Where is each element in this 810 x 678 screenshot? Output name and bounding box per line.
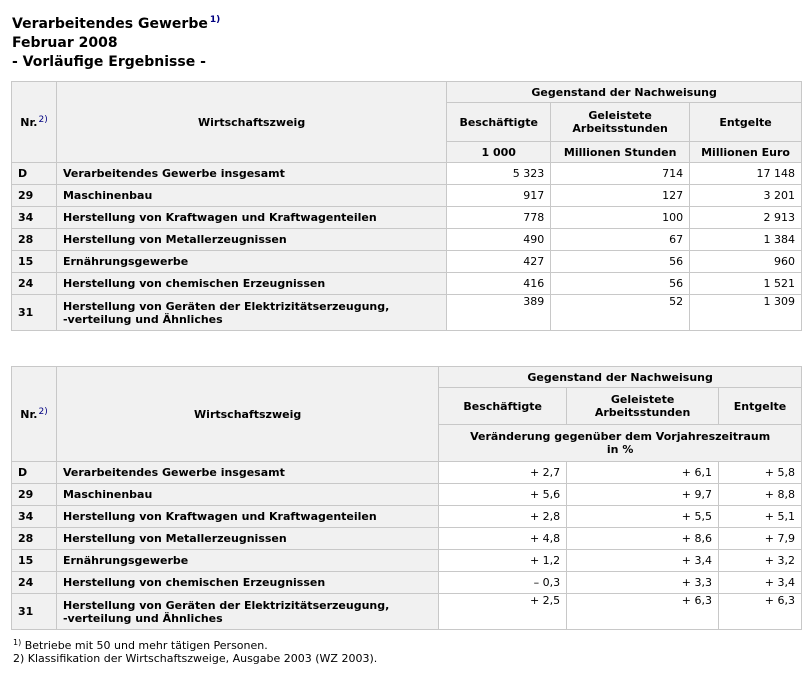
absolute-values-table — [11, 81, 802, 331]
title-footnote-ref: 1) — [209, 15, 221, 25]
page-title — [12, 11, 220, 72]
row-hours: + 8,6 — [567, 528, 719, 550]
title-line3: - Vorläufige Ergebnisse - — [12, 54, 206, 70]
change-rates-table — [11, 366, 802, 630]
row-hours: 127 — [551, 185, 690, 207]
row-branch: Herstellung von Kraftwagen und Kraftwagenteilen — [56, 506, 438, 528]
row-hours: 67 — [551, 229, 690, 251]
table-row — [12, 550, 802, 572]
header-nr: Nr.$^{2)}$ — [12, 367, 57, 462]
table-row — [12, 462, 802, 484]
header-pay: Entgelte — [719, 388, 802, 425]
table-row — [12, 251, 802, 273]
title-line1: Verarbeitendes Gewerbe — [12, 16, 208, 32]
row-pay: + 3,4 — [719, 572, 802, 594]
row-employees: 490 — [447, 229, 551, 251]
row-employees: + 5,6 — [439, 484, 567, 506]
row-hours: 56 — [551, 251, 690, 273]
table-row — [12, 295, 802, 331]
row-branch: Herstellung von Metallerzeugnissen — [56, 229, 446, 251]
row-nr: 31 — [12, 594, 57, 630]
header-pay: Entgelte — [690, 103, 802, 142]
row-nr: 24 — [12, 273, 57, 295]
row-branch: Maschinenbau — [56, 185, 446, 207]
row-nr: D — [12, 462, 57, 484]
row-branch: Herstellung von Geräten der Elektrizitätserzeugung, -verteilung und Ähnliches — [56, 594, 438, 630]
row-employees: 427 — [447, 251, 551, 273]
header-branch: Wirtschaftszweig — [56, 82, 446, 163]
row-employees: 5 323 — [447, 163, 551, 185]
header-nr: Nr.$^{2)}$ — [12, 82, 57, 163]
header-hours: Geleistete Arbeitsstunden — [567, 388, 719, 425]
row-nr: 29 — [12, 185, 57, 207]
row-pay: + 7,9 — [719, 528, 802, 550]
row-employees: + 2,7 — [439, 462, 567, 484]
row-pay: + 6,3 — [719, 594, 802, 630]
header-employees: Beschäftigte — [439, 388, 567, 425]
unit-hours: Millionen Stunden — [551, 142, 690, 163]
row-employees: + 2,8 — [439, 506, 567, 528]
row-branch: Ernährungsgewerbe — [56, 251, 446, 273]
table-row — [12, 506, 802, 528]
row-pay: + 3,2 — [719, 550, 802, 572]
table-row — [12, 572, 802, 594]
row-hours: 714 — [551, 163, 690, 185]
row-nr: 34 — [12, 506, 57, 528]
table-row — [12, 528, 802, 550]
row-nr: 28 — [12, 528, 57, 550]
unit-change-header: Veränderung gegenüber dem Vorjahreszeitraum in % — [439, 425, 802, 462]
header-employees: Beschäftigte — [447, 103, 551, 142]
row-employees: 917 — [447, 185, 551, 207]
table-row — [12, 163, 802, 185]
row-nr: 29 — [12, 484, 57, 506]
row-nr: 15 — [12, 251, 57, 273]
footnote-1: $^{1)}$ Betriebe mit 50 und mehr tätigen Personen. — [13, 638, 268, 652]
row-employees: 778 — [447, 207, 551, 229]
table-row — [12, 594, 802, 630]
row-branch: Ernährungsgewerbe — [56, 550, 438, 572]
row-nr: 15 — [12, 550, 57, 572]
row-pay: 1 309 — [690, 295, 802, 331]
table-row — [12, 229, 802, 251]
table-row — [12, 207, 802, 229]
row-hours: 52 — [551, 295, 690, 331]
row-employees: 416 — [447, 273, 551, 295]
table-row — [12, 484, 802, 506]
row-hours: + 6,3 — [567, 594, 719, 630]
row-hours: + 6,1 — [567, 462, 719, 484]
header-group: Gegenstand der Nachweisung — [439, 367, 802, 388]
row-branch: Maschinenbau — [56, 484, 438, 506]
row-branch: Verarbeitendes Gewerbe insgesamt — [56, 163, 446, 185]
row-pay: + 5,8 — [719, 462, 802, 484]
title-line2: Februar 2008 — [12, 35, 118, 51]
row-pay: 3 201 — [690, 185, 802, 207]
table-row — [12, 185, 802, 207]
row-branch: Herstellung von chemischen Erzeugnissen — [56, 273, 446, 295]
row-pay: 1 384 — [690, 229, 802, 251]
row-nr: 24 — [12, 572, 57, 594]
row-hours: + 3,3 — [567, 572, 719, 594]
unit-employees: 1 000 — [447, 142, 551, 163]
row-branch: Herstellung von Metallerzeugnissen — [56, 528, 438, 550]
row-hours: + 3,4 — [567, 550, 719, 572]
row-employees: + 2,5 — [439, 594, 567, 630]
row-branch: Herstellung von Kraftwagen und Kraftwagenteilen — [56, 207, 446, 229]
row-pay: + 8,8 — [719, 484, 802, 506]
header-hours: Geleistete Arbeitsstunden — [551, 103, 690, 142]
row-pay: 2 913 — [690, 207, 802, 229]
header-branch: Wirtschaftszweig — [56, 367, 438, 462]
row-hours: 56 — [551, 273, 690, 295]
row-nr: 34 — [12, 207, 57, 229]
row-employees: – 0,3 — [439, 572, 567, 594]
table-row — [12, 273, 802, 295]
row-pay: 1 521 — [690, 273, 802, 295]
row-branch: Herstellung von chemischen Erzeugnissen — [56, 572, 438, 594]
row-hours: + 5,5 — [567, 506, 719, 528]
row-nr: D — [12, 163, 57, 185]
row-employees: + 4,8 — [439, 528, 567, 550]
row-pay: + 5,1 — [719, 506, 802, 528]
row-hours: + 9,7 — [567, 484, 719, 506]
row-branch: Herstellung von Geräten der Elektrizitätserzeugung, -verteilung und Ähnliches — [56, 295, 446, 331]
footnote-2: 2) Klassifikation der Wirtschaftszweige, Ausgabe 2003 (WZ 2003). — [13, 652, 378, 665]
unit-pay: Millionen Euro — [690, 142, 802, 163]
row-employees: + 1,2 — [439, 550, 567, 572]
row-pay: 17 148 — [690, 163, 802, 185]
row-hours: 100 — [551, 207, 690, 229]
header-group: Gegenstand der Nachweisung — [447, 82, 802, 103]
row-nr: 28 — [12, 229, 57, 251]
row-nr: 31 — [12, 295, 57, 331]
row-employees: 389 — [447, 295, 551, 331]
row-pay: 960 — [690, 251, 802, 273]
row-branch: Verarbeitendes Gewerbe insgesamt — [56, 462, 438, 484]
